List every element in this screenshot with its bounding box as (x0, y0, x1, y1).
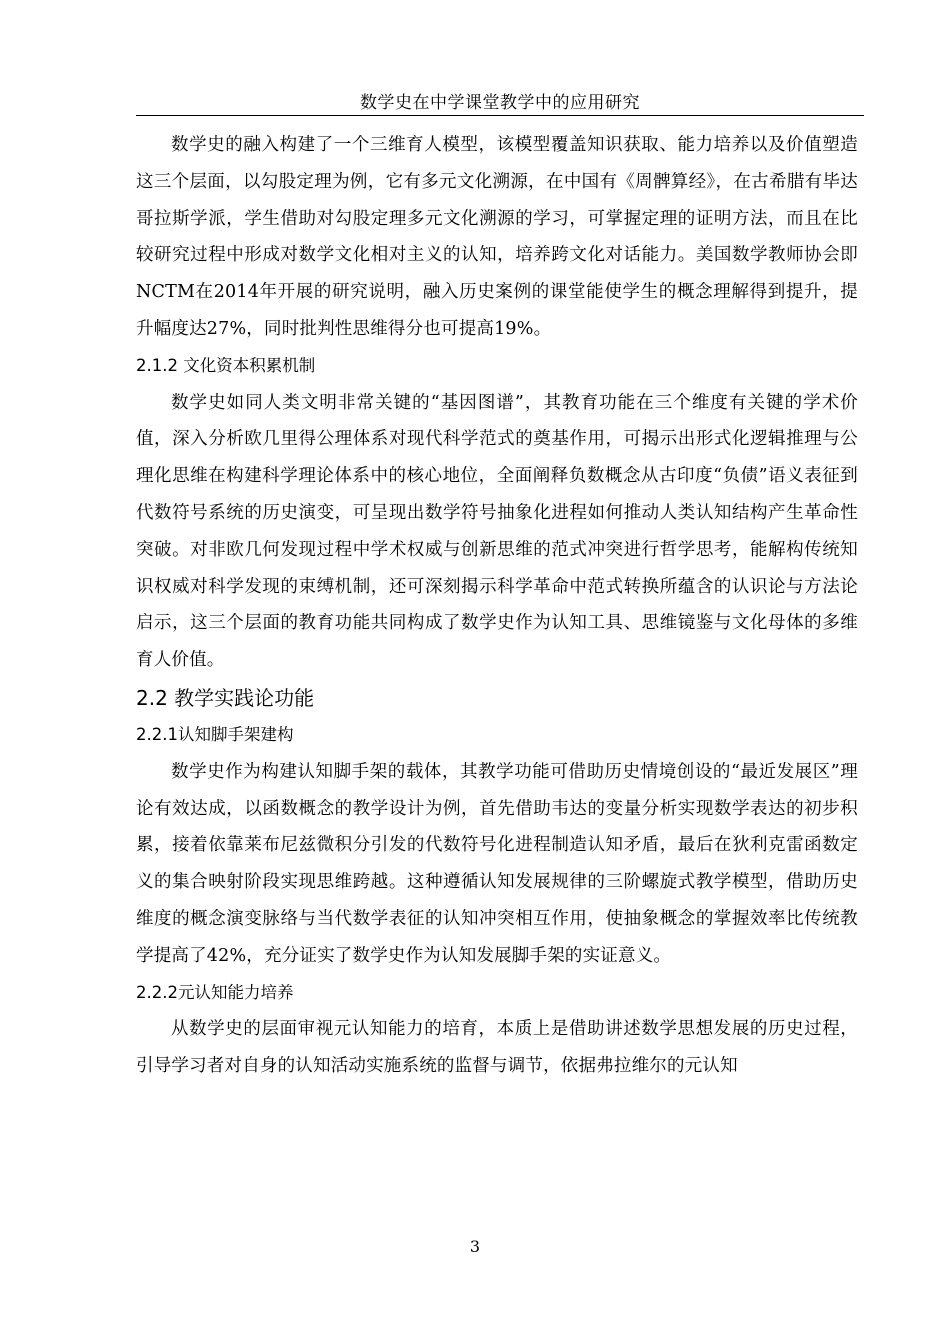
section-heading-2-1-2: 2.1.2 文化资本积累机制 (136, 355, 316, 375)
paragraph-metacognition: 从数学史的层面审视元认知能力的培育，本质上是借助讲述数学思想发展的历史过程，引导学习者对自身的认知活动实施系统的监督与调节，依据弗拉维尔的元认知 (136, 1019, 858, 1077)
section-heading-2-2: 2.2 教学实践论功能 (136, 685, 315, 710)
paragraph-three-dimensional-model: 数学史的融入构建了一个三维育人模型，该模型覆盖知识获取、能力培养以及价值塑造这三个层面，以勾股定理为例，它有多元文化溯源，在中国有《周髀算经》，在古希腊有毕达哥拉斯学派，学生借助对勾股定理多元文化溯源的学习，可掌握定理的证明方法，而且在比较研究过程中形成对数学文化相对主义的认知，培养跨文化对话能力。美国数学教师协会即NCTM在2014年开展的研究说明，融入历史案例的课堂能使学生的概念理解得到提升，提升幅度达27%，同时批判性思维得分也可提高19%。 (136, 135, 858, 339)
section-heading-2-2-1: 2.2.1认知脚手架建构 (136, 724, 294, 744)
page-body (136, 127, 858, 1085)
paragraph-cognitive-scaffolding: 数学史作为构建认知脚手架的载体，其教学功能可借助历史情境创设的“最近发展区”理论有效达成，以函数概念的教学设计为例，首先借助韦达的变量分析实现数学表达的初步积累，接着依靠莱布尼兹微积分引发的代数符号化进程制造认知矛盾，最后在狄利克雷函数定义的集合映射阶段实现思维跨越。这种遵循认知发展规律的三阶螺旋式教学模型，借助历史维度的概念演变脉络与当代数学表征的认知冲突相互作用，使抽象概念的掌握效率比传统教学提高了42%，充分证实了数学史作为认知发展脚手架的实证意义。 (136, 761, 858, 966)
header-rule (136, 115, 864, 116)
section-heading-2-2-2: 2.2.2元认知能力培养 (136, 982, 294, 1002)
running-header: 数学史在中学课堂教学中的应用研究 (360, 93, 640, 113)
page-number: 3 (469, 1237, 481, 1256)
paragraph-cultural-capital: 数学史如同人类文明非常关键的“基因图谱”，其教育功能在三个维度有关键的学术价值，深入分析欧几里得公理体系对现代科学范式的奠基作用，可揭示出形式化逻辑推理与公理化思维在构建科学理论体系中的核心地位，全面阐释负数概念从古印度“负债”语义表征到代数符号系统的历史演变，可呈现出数学符号抽象化进程如何推动人类认知结构产生革命性突破。对非欧几何发现过程中学术权威与创新思维的范式冲突进行哲学思考，能解构传统知识权威对科学发现的束缚机制，还可深刻揭示科学革命中范式转换所蕴含的认识论与方法论启示，这三个层面的教育功能共同构成了数学史作为认知工具、思维镜鉴与文化母体的多维育人价值。 (136, 392, 858, 671)
